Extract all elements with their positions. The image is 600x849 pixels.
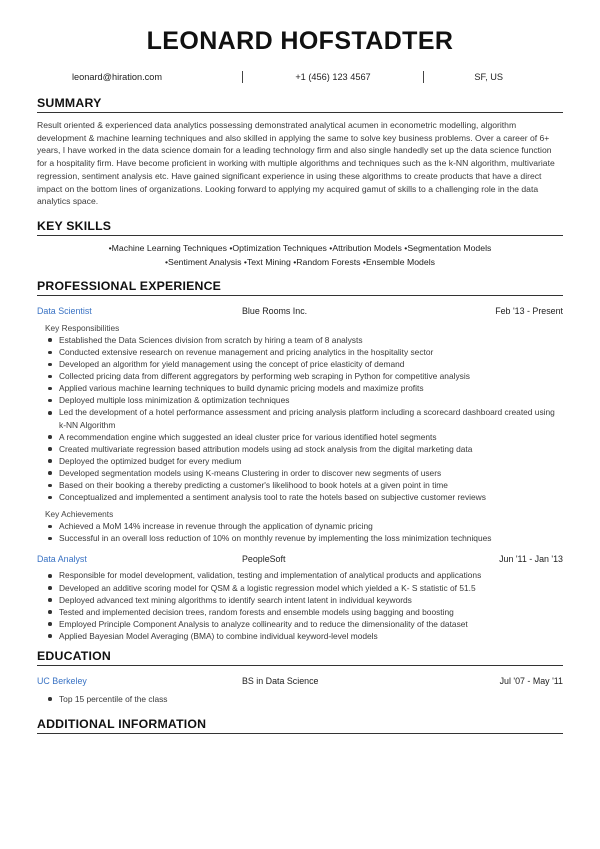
education-dates: Jul '07 - May '11	[499, 675, 563, 686]
bullet-item: Applied Bayesian Model Averaging (BMA) to combine individual keyword-level models	[47, 630, 563, 642]
bullet-item: Based on their booking a thereby predicting a customer's likelihood to book hotels at a given point in time	[47, 479, 563, 491]
bullet-item: Developed an additive scoring model for QSM & a logistic regression model which yielded a K- S statistic of 51.5	[47, 582, 563, 594]
summary-text: Result oriented & experienced data analytics possessing demonstrated analytical acumen in econometric modelling, algorithm development & machine learning techniques and also skilled in applying the same to solve key business problems. Over a career of 6+ years, I have worked in the data science domain for a leading technology firm and also single handedly set up the data science function for a hospitality firm. Have become proficient in working with multiple algorithms and techniques such as the k-NN algorithm, multivariate regression, sentiment analysis etc. Have gained significant experience in using these algorithms to create products that have a direct impact on the bottom lines of organizations. Looking forward to applying my acquired gamut of skills to a challenging role in the data analytics space.	[37, 120, 555, 207]
responsibilities-label: Key Responsibilities	[45, 322, 120, 333]
skills-list	[37, 241, 563, 269]
bullet-item: A recommendation engine which suggested an ideal cluster price for various identified hotel segments	[47, 431, 563, 443]
bullet-item: Achieved a MoM 14% increase in revenue through the application of dynamic pricing	[47, 520, 563, 532]
job-header	[37, 305, 563, 317]
degree: BS in Data Science	[242, 675, 319, 686]
education-list	[37, 693, 563, 705]
bullet-item: Tested and implemented decision trees, random forests and ensemble models using bagging and boosting	[47, 606, 563, 618]
bullet-item: Deployed the optimized budget for every medium	[47, 455, 563, 467]
bullet-item: Top 15 percentile of the class	[47, 693, 563, 705]
skills-heading: KEY SKILLS	[37, 219, 563, 236]
education-heading: EDUCATION	[37, 649, 563, 666]
bullet-item: Applied various machine learning techniques to build dynamic pricing models and maximize profits	[47, 382, 563, 394]
bullet-item: Created multivariate regression based attribution models using ad stock analysis from the digital marketing data	[47, 443, 563, 455]
bullet-item: Successful in an overall loss reduction of 10% on monthly revenue by implementing the loss minimization techniques	[47, 532, 563, 544]
job-header	[37, 553, 563, 565]
bullet-item: Led the development of a hotel performance assessment and pricing analysis platform including a scorecard dashboard created using k-NN Algorithm	[47, 406, 563, 430]
contact-bar	[37, 71, 563, 83]
skills-line: •Machine Learning Techniques •Optimization Techniques •Attribution Models •Segmentation Models	[108, 242, 492, 253]
bullet-item: Established the Data Sciences division from scratch by hiring a team of 8 analysts	[47, 334, 563, 346]
location: SF, US	[474, 72, 503, 82]
bullet-item: Conceptualized and implemented a sentiment analysis tool to rate the hotels based on subjective customer reviews	[47, 491, 563, 503]
job-dates: Jun '11 - Jan '13	[499, 554, 563, 565]
candidate-name: LEONARD HOFSTADTER	[146, 27, 454, 55]
bullet-item: Collected pricing data from different aggregators by performing web scraping in Python for competitive analysis	[47, 370, 563, 382]
job-company: PeopleSoft	[242, 554, 286, 565]
bullet-item: Responsible for model development, validation, testing and implementation of analytical products and applications	[47, 569, 563, 581]
bullet-item: Employed Principle Component Analysis to analyze collinearity and to reduce the dimensionality of the dataset	[47, 618, 563, 630]
achievements-list	[37, 520, 563, 544]
school-name: UC Berkeley	[37, 675, 87, 686]
job-dates: Feb '13 - Present	[495, 305, 563, 316]
summary-heading: SUMMARY	[37, 96, 563, 113]
job-role: Data Analyst	[37, 554, 87, 565]
experience-heading: PROFESSIONAL EXPERIENCE	[37, 279, 563, 296]
responsibilities-list	[37, 569, 563, 642]
job-role: Data Scientist	[37, 305, 92, 316]
phone[interactable]: +1 (456) 123 4567	[295, 72, 371, 82]
additional-heading: ADDITIONAL INFORMATION	[37, 717, 563, 734]
responsibilities-list	[37, 334, 563, 503]
education-header	[37, 675, 563, 687]
job-company: Blue Rooms Inc.	[242, 305, 308, 316]
bullet-item: Deployed advanced text mining algorithms to identify search intent latent in individual keywords	[47, 594, 563, 606]
email[interactable]: leonard@hiration.com	[72, 72, 163, 82]
achievements-label: Key Achievements	[45, 509, 114, 520]
bullet-item: Conducted extensive research on revenue management and pricing analytics in the hospitality sector	[47, 346, 563, 358]
bullet-item: Deployed multiple loss minimization & optimization techniques	[47, 394, 563, 406]
skills-line: •Sentiment Analysis •Text Mining •Random Forests •Ensemble Models	[164, 256, 435, 267]
bullet-item: Developed an algorithm for yield management using the concept of price elasticity of demand	[47, 358, 563, 370]
bullet-item: Developed segmentation models using K-means Clustering in order to discover new segments of users	[47, 467, 563, 479]
